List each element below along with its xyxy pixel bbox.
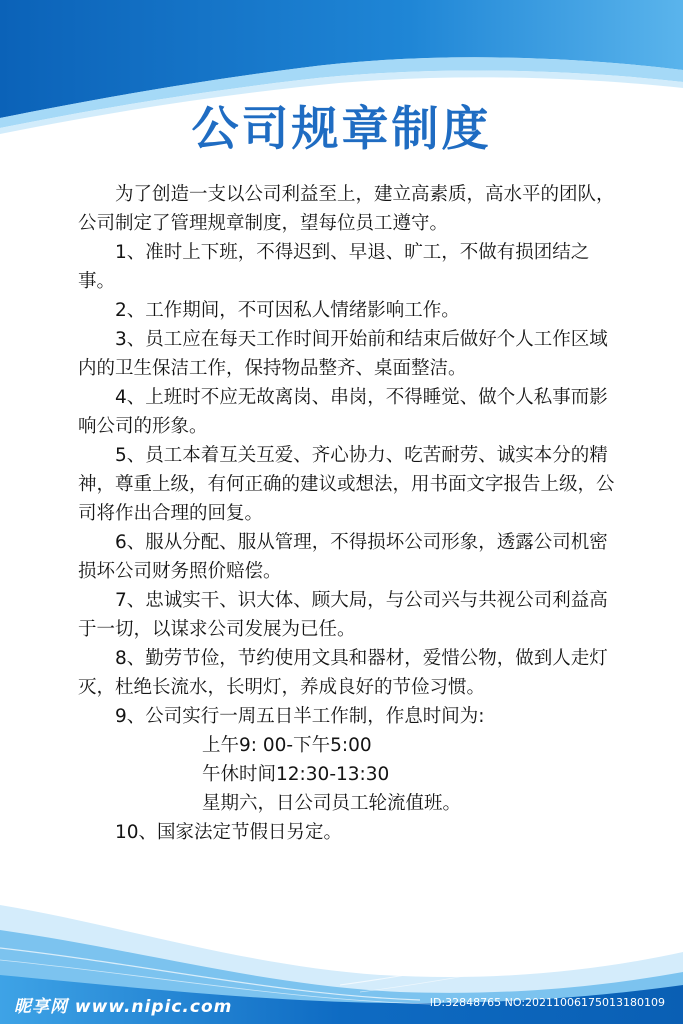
watermark-id: ID:32848765 NO:20211006175013180109 — [429, 996, 665, 1009]
rule-5: 5、员工本着互关互爱、齐心协力、吃苦耐劳、诚实本分的精神，尊重上级，有何正确的建议或想法，用书面文字报告上级，公司将作出合理的回复。 — [78, 445, 615, 524]
schedule-line: 午休时间12:30-13:30 — [202, 764, 390, 785]
rule-10: 10、国家法定节假日另定。 — [115, 822, 343, 843]
schedule-line: 星期六，日公司员工轮流值班。 — [202, 793, 462, 814]
watermark-logo: 昵享网 www.nipic.com — [14, 997, 233, 1017]
intro-paragraph: 为了创造一支以公司利益至上，建立高素质，高水平的团队，公司制定了管理规章制度，望每位员工遵守。 — [78, 184, 615, 234]
rule-6: 6、服从分配、服从管理，不得损坏公司形象，透露公司机密损坏公司财务照价赔偿。 — [78, 532, 608, 582]
rule-2: 2、工作期间，不可因私人情绪影响工作。 — [115, 300, 460, 321]
rules-content — [78, 180, 616, 847]
rule-3: 3、员工应在每天工作时间开始前和结束后做好个人工作区域内的卫生保洁工作，保持物品整齐、桌面整洁。 — [78, 329, 608, 379]
schedule-line: 上午9: 00-下午5:00 — [202, 735, 372, 756]
rule-4: 4、上班时不应无故离岗、串岗，不得睡觉、做个人私事而影响公司的形象。 — [78, 387, 608, 437]
rule-8: 8、勤劳节俭，节约使用文具和器材，爱惜公物，做到人走灯灭，杜绝长流水，长明灯，养成良好的节俭习惯。 — [78, 648, 608, 698]
rule-7: 7、忠诚实干、识大体、顾大局，与公司兴与共视公司利益高于一切，以谋求公司发展为已任。 — [78, 590, 608, 640]
page-title: 公司规章制度 — [191, 102, 492, 157]
rule-9: 9、公司实行一周五日半工作制，作息时间为: — [115, 706, 485, 727]
rule-1: 1、准时上下班，不得迟到、早退、旷工，不做有损团结之事。 — [78, 242, 590, 292]
